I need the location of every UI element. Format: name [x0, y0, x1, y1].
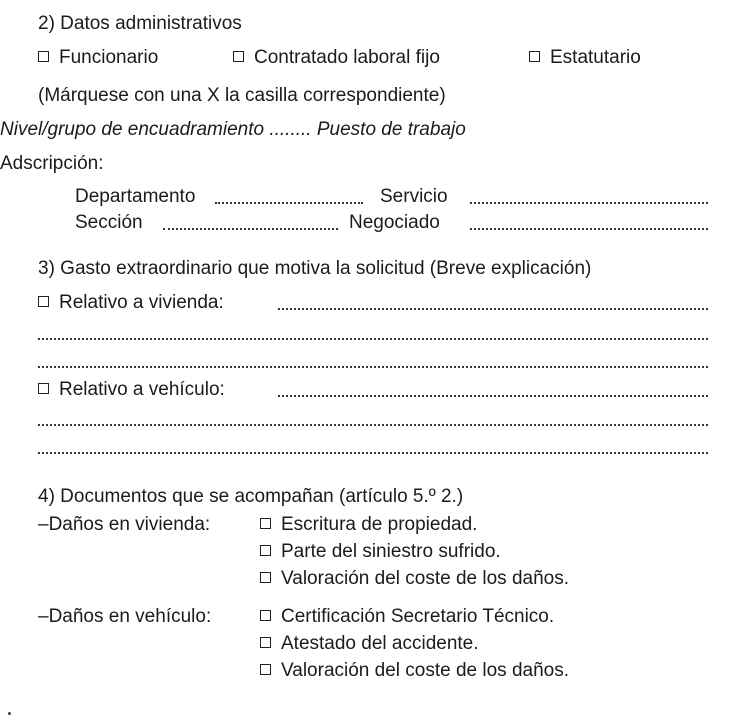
vivienda-label: Relativo a vivienda:: [59, 292, 224, 313]
doc-valoracion-vehiculo[interactable]: [260, 659, 569, 683]
nivel-label: Nivel/grupo de encuadramiento: [0, 119, 265, 140]
checkbox-icon[interactable]: [38, 296, 49, 307]
checkbox-icon[interactable]: [260, 610, 271, 621]
section-2-heading: 2) Datos administrativos: [38, 13, 242, 34]
vehiculo-option[interactable]: [38, 378, 225, 402]
doc-certificacion[interactable]: [260, 605, 554, 629]
checkbox-icon[interactable]: [38, 51, 49, 62]
option-contratado[interactable]: [233, 46, 440, 70]
negociado-field[interactable]: [470, 228, 708, 230]
doc-label: Parte del siniestro sufrido.: [281, 541, 501, 562]
negociado-label: Negociado: [349, 212, 440, 233]
doc-label: Escritura de propiedad.: [281, 514, 478, 535]
departamento-label: Departamento: [75, 186, 196, 207]
vivienda-option[interactable]: [38, 291, 224, 315]
departamento-field[interactable]: [215, 202, 363, 204]
seccion-label: Sección: [75, 212, 143, 233]
servicio-label: Servicio: [380, 186, 448, 207]
scan-speck: [8, 712, 11, 715]
option-estatutario[interactable]: [529, 46, 641, 70]
checkbox-icon[interactable]: [260, 572, 271, 583]
option-label: Contratado laboral fijo: [254, 47, 440, 68]
doc-escritura[interactable]: [260, 513, 477, 537]
vehiculo-docs-label: –Daños en vehículo:: [38, 606, 212, 627]
doc-label: Valoración del coste de los daños.: [281, 660, 569, 681]
checkbox-icon[interactable]: [260, 518, 271, 529]
vehiculo-line-3[interactable]: [38, 452, 708, 454]
doc-label: Atestado del accidente.: [281, 633, 479, 654]
doc-parte-siniestro[interactable]: [260, 540, 501, 564]
seccion-field[interactable]: [163, 228, 338, 230]
option-label: Funcionario: [59, 47, 159, 68]
checkbox-icon[interactable]: [529, 51, 540, 62]
instruction-text: (Márquese con una X la casilla correspondiente): [38, 85, 446, 106]
vivienda-field[interactable]: [278, 308, 708, 310]
vehiculo-line-2[interactable]: [38, 424, 708, 426]
servicio-field[interactable]: [470, 202, 708, 204]
option-funcionario[interactable]: [38, 46, 158, 70]
checkbox-icon[interactable]: [260, 545, 271, 556]
vehiculo-label: Relativo a vehículo:: [59, 379, 225, 400]
nivel-dots: ........: [269, 119, 312, 140]
checkbox-icon[interactable]: [38, 383, 49, 394]
adscripcion-label: Adscripción:: [0, 153, 104, 174]
vivienda-docs-label: –Daños en vivienda:: [38, 514, 211, 535]
doc-label: Certificación Secretario Técnico.: [281, 606, 555, 627]
checkbox-icon[interactable]: [260, 664, 271, 675]
section-3-heading: 3) Gasto extraordinario que motiva la solicitud (Breve explicación): [38, 258, 592, 279]
option-label: Estatutario: [550, 47, 641, 68]
checkbox-icon[interactable]: [260, 637, 271, 648]
nivel-line: [0, 118, 466, 142]
section-4-heading: 4) Documentos que se acompañan (artículo 5.º 2.): [38, 486, 464, 507]
doc-valoracion-vivienda[interactable]: [260, 567, 569, 591]
checkbox-icon[interactable]: [233, 51, 244, 62]
vivienda-line-2[interactable]: [38, 338, 708, 340]
vehiculo-field[interactable]: [278, 395, 708, 397]
puesto-label: Puesto de trabajo: [316, 119, 466, 140]
doc-atestado[interactable]: [260, 632, 479, 656]
vivienda-line-3[interactable]: [38, 366, 708, 368]
doc-label: Valoración del coste de los daños.: [281, 568, 569, 589]
